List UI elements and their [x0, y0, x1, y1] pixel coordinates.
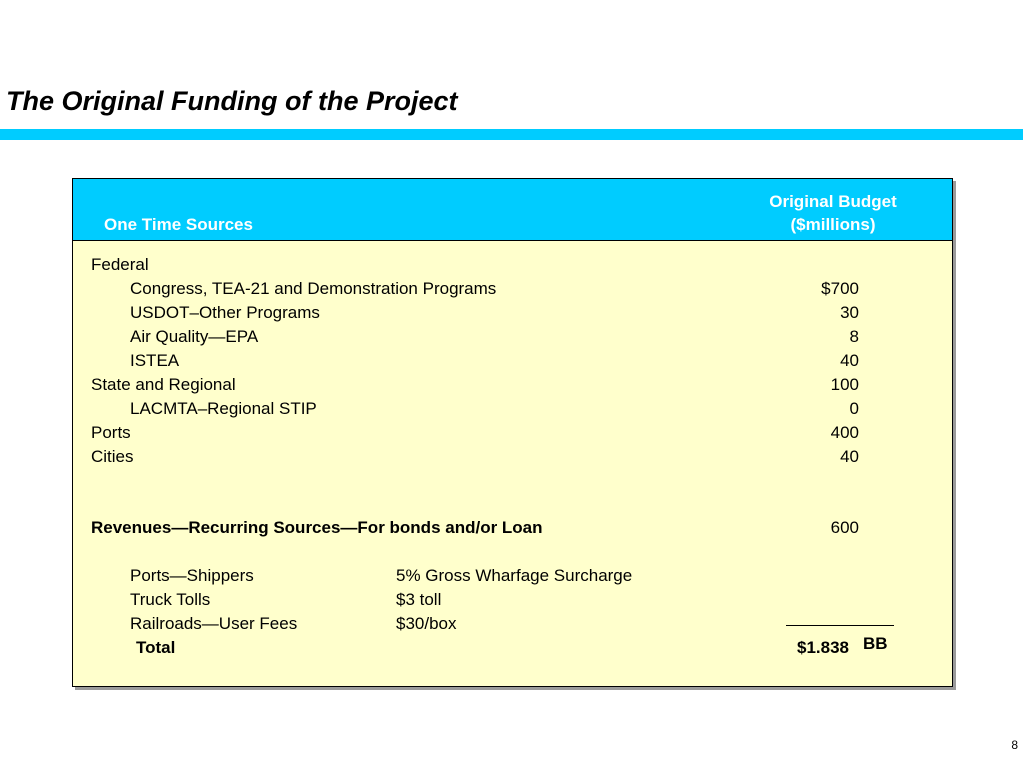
- table-row: [73, 399, 952, 423]
- title-underline: [0, 129, 1023, 140]
- table-header: [73, 179, 952, 241]
- row-label: Congress, TEA-21 and Demonstration Programs: [130, 279, 497, 298]
- header-one-time-sources: One Time Sources: [104, 215, 253, 234]
- table-row: [73, 590, 952, 614]
- row-label: Cities: [91, 447, 134, 466]
- total-amount: $1.838: [797, 638, 849, 657]
- row-amount: 600: [830, 518, 859, 537]
- slide-title: The Original Funding of the Project: [6, 86, 458, 116]
- row-label: Air Quality—EPA: [130, 327, 259, 346]
- header-budget-line2: ($millions): [790, 215, 876, 234]
- row-amount: 40: [840, 447, 859, 466]
- table-row: [73, 351, 952, 375]
- header-original-budget: [738, 190, 928, 236]
- row-amount: 100: [830, 375, 859, 394]
- row-label: USDOT–Other Programs: [130, 303, 320, 322]
- row-amount: 400: [830, 423, 859, 442]
- page-number: 8: [1011, 738, 1018, 752]
- row-label: ISTEA: [130, 351, 180, 370]
- row-amount: 0: [849, 399, 859, 418]
- table-row: [73, 255, 952, 279]
- table-row: [73, 327, 952, 351]
- row-label: Ports—Shippers: [130, 566, 254, 585]
- table-row: [73, 566, 952, 590]
- sum-divider: [786, 625, 894, 626]
- table-row: [73, 303, 952, 327]
- row-detail: $3 toll: [396, 590, 442, 609]
- total-unit: BB: [863, 634, 888, 653]
- row-label: Revenues—Recurring Sources—For bonds and/or Loan: [91, 518, 543, 537]
- row-label: Ports: [91, 423, 131, 442]
- funding-table: [72, 178, 953, 687]
- table-row: [73, 375, 952, 399]
- row-label: Federal: [91, 255, 149, 274]
- row-amount: 40: [840, 351, 859, 370]
- row-detail: 5% Gross Wharfage Surcharge: [396, 566, 633, 585]
- total-label: Total: [136, 638, 176, 657]
- row-label: Truck Tolls: [130, 590, 211, 609]
- row-detail: $30/box: [396, 614, 457, 633]
- table-row-recurring: [73, 518, 952, 542]
- row-amount: 30: [840, 303, 859, 322]
- header-budget-line1: Original Budget: [769, 192, 897, 211]
- table-row: [73, 423, 952, 447]
- row-amount: 8: [849, 327, 859, 346]
- row-label: Railroads—User Fees: [130, 614, 298, 633]
- table-row: [73, 279, 952, 303]
- row-label: LACMTA–Regional STIP: [130, 399, 317, 418]
- table-row: [73, 447, 952, 471]
- row-amount: $700: [821, 279, 859, 298]
- row-label: State and Regional: [91, 375, 236, 394]
- table-row: [73, 614, 952, 638]
